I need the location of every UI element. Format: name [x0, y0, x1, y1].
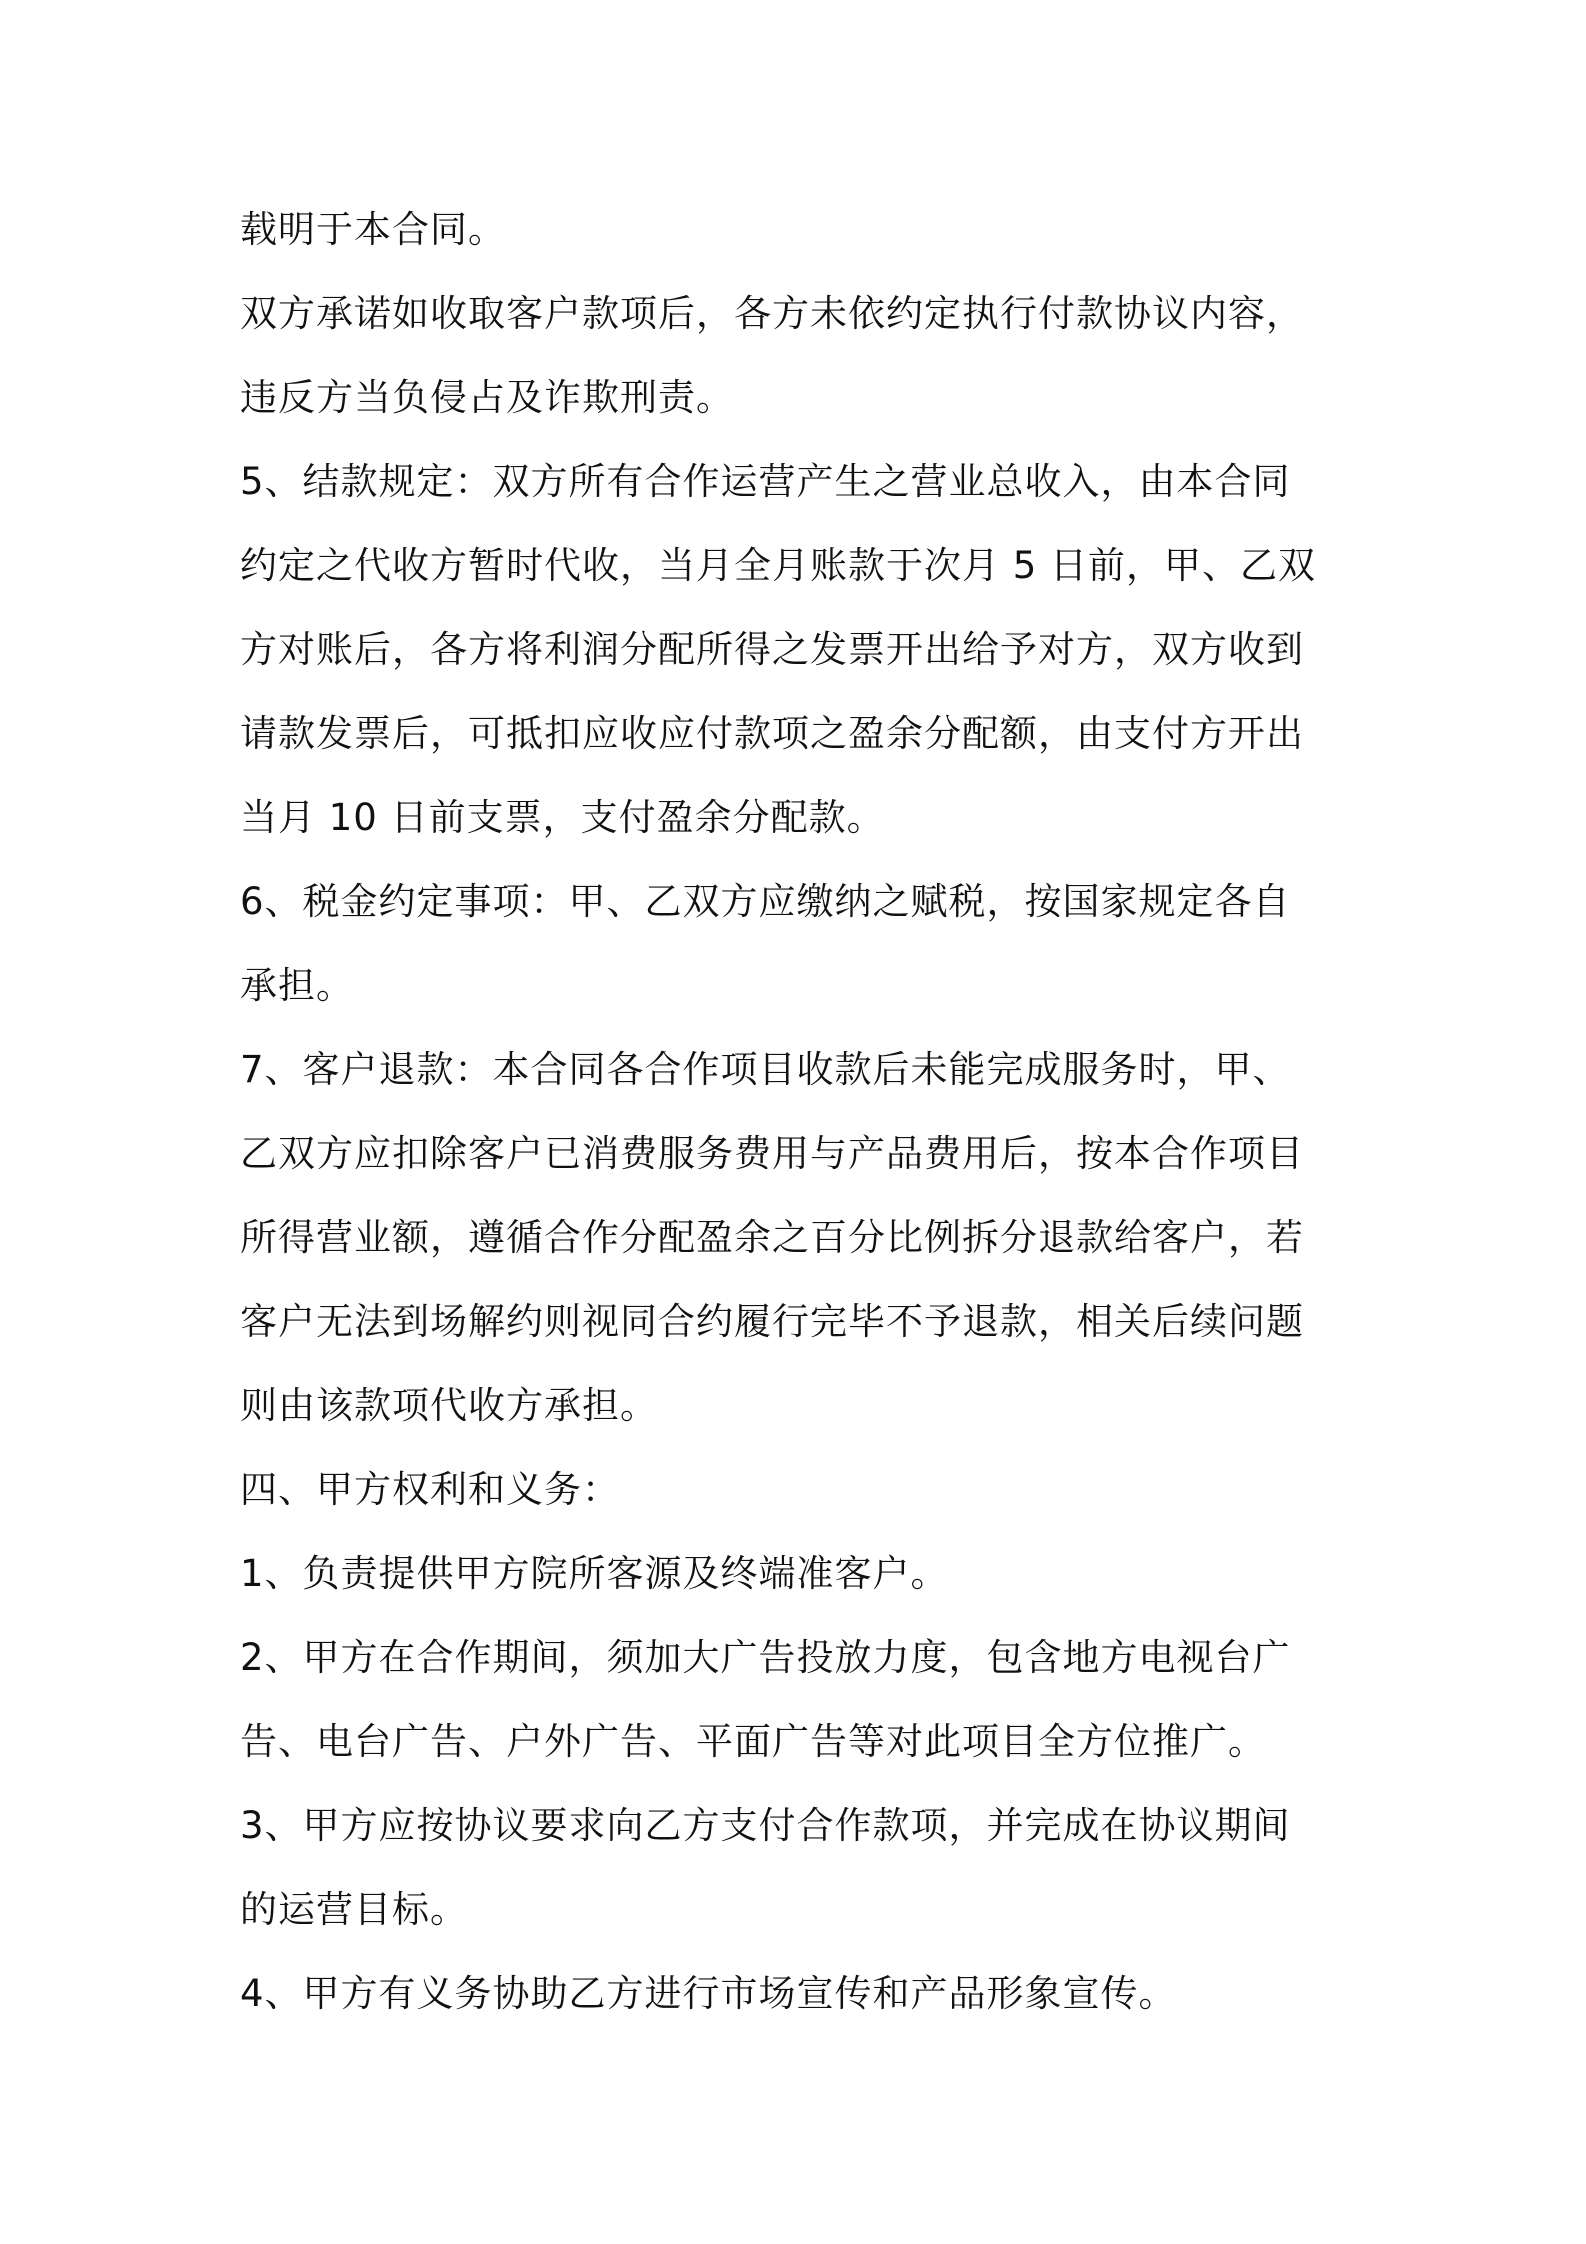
text-line: 承担。: [240, 964, 354, 1007]
text-line: 双方承诺如收取客户款项后，各方未依约定执行付款协议内容，: [240, 292, 1304, 335]
text-line: 当月 10 日前支票，支付盈余分配款。: [240, 796, 885, 839]
text-line: 方对账后，各方将利润分配所得之发票开出给予对方，双方收到: [240, 628, 1304, 671]
text-line: 告、电台广告、户外广告、平面广告等对此项目全方位推广。: [240, 1720, 1266, 1763]
text-line: 7、客户退款：本合同各合作项目收款后未能完成服务时，甲、: [240, 1048, 1291, 1091]
text-line: 请款发票后，可抵扣应收应付款项之盈余分配额，由支付方开出: [240, 712, 1304, 755]
text-line: 违反方当负侵占及诈欺刑责。: [240, 376, 734, 419]
document-body: [240, 188, 1360, 2036]
text-line: 6、税金约定事项：甲、乙双方应缴纳之赋税，按国家规定各自: [240, 880, 1291, 923]
text-line: 约定之代收方暂时代收，当月全月账款于次月 5 日前，甲、乙双: [240, 544, 1317, 587]
text-line: 所得营业额，遵循合作分配盈余之百分比例拆分退款给客户，若: [240, 1216, 1304, 1259]
text-line: 载明于本合同。: [240, 208, 506, 251]
text-line: 的运营目标。: [240, 1888, 468, 1931]
text-line: 乙双方应扣除客户已消费服务费用与产品费用后，按本合作项目: [240, 1132, 1304, 1175]
text-line: 则由该款项代收方承担。: [240, 1384, 658, 1427]
text-line: 2、甲方在合作期间，须加大广告投放力度，包含地方电视台广: [240, 1636, 1291, 1679]
text-line: 1、负责提供甲方院所客源及终端准客户。: [240, 1552, 949, 1595]
section-heading: 四、甲方权利和义务：: [240, 1468, 620, 1511]
text-line: 客户无法到场解约则视同合约履行完毕不予退款，相关后续问题: [240, 1300, 1304, 1343]
text-line: 4、甲方有义务协助乙方进行市场宣传和产品形象宣传。: [240, 1972, 1177, 2015]
text-line: 5、结款规定：双方所有合作运营产生之营业总收入，由本合同: [240, 460, 1291, 503]
text-line: 3、甲方应按协议要求向乙方支付合作款项，并完成在协议期间: [240, 1804, 1291, 1847]
